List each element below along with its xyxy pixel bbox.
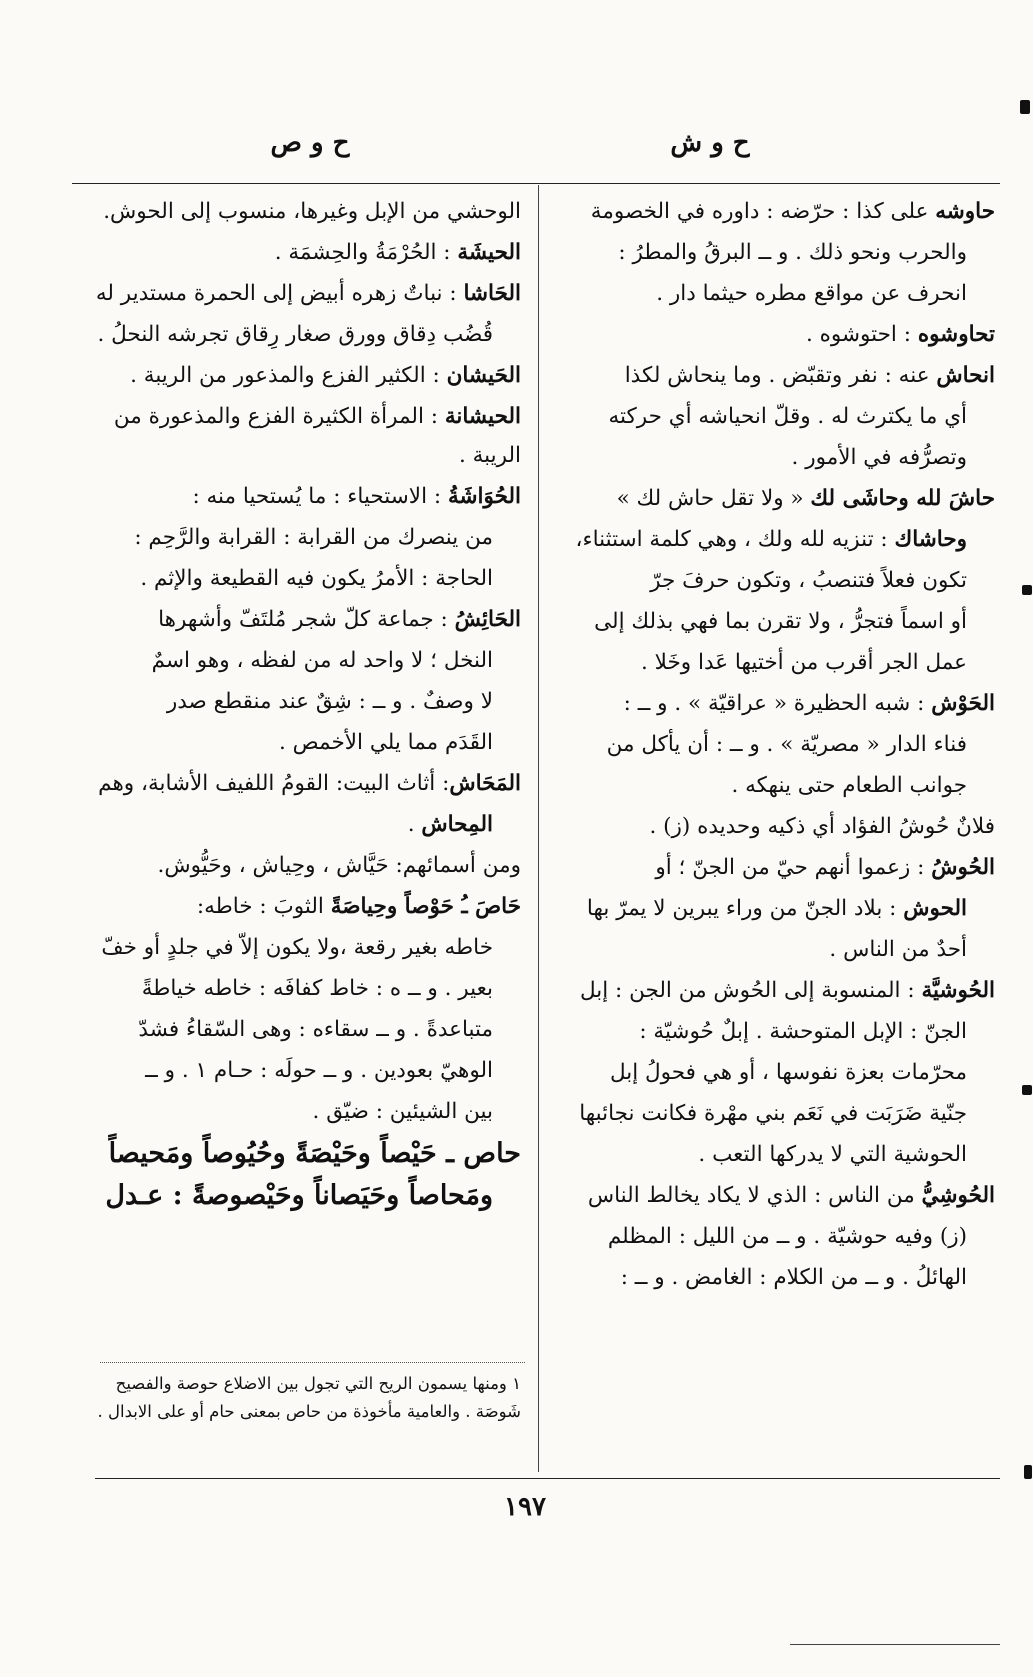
definition-text: الثوبَ : خاطه: (196, 894, 331, 919)
margin-mark (1022, 585, 1032, 595)
definition-text: من الناس : الذي لا يكاد يخالط الناس (587, 1183, 922, 1208)
headword: حَاصَ ـُ حَوْصاً وحِياصَةً (330, 894, 521, 919)
definition-text: الوهيّ بعودين . و ــ حولَه : حـام ١ . و ــ (145, 1058, 493, 1083)
entry-line (555, 766, 995, 805)
entry-line (85, 1092, 521, 1131)
definition-text: : شبه الحظيرة « عراقيّة » . و ــ : (623, 691, 932, 716)
entry-line (85, 682, 521, 721)
left-column-root-header: ح و ص (270, 128, 350, 158)
entry-line (85, 764, 521, 803)
right-column-root-header: ح و ش (670, 128, 750, 158)
definition-text: : جماعة كلّ شجر مُلتَفّ وأشهرها (158, 607, 455, 632)
definition-text: من ينصرك من القرابة : القرابة والرَّحِم : (134, 525, 493, 550)
entry-line (555, 602, 995, 641)
entry-line (555, 233, 995, 272)
footnote: ١ ومنها يسمون الريح التي تجول بين الاضلاع حوصة والفصيح شَوصَة . والعامية مأخوذة من حاص بمعنى حام أو على الابدال . (97, 1374, 521, 1421)
margin-mark (1022, 1085, 1032, 1095)
definition-text: أو اسماً فتجرُّ ، ولا تقرن بما فهي بذلك إلى (594, 609, 967, 634)
entry-line (555, 192, 995, 231)
footer-rule (790, 1644, 1000, 1645)
entry-line (85, 805, 521, 844)
header-rule (72, 183, 1000, 184)
headword: تحاوشوه (917, 322, 995, 347)
headword: الحوش (903, 896, 967, 921)
definition-text: : زعموا أنهم حيّ من الجنّ ؛ أو (655, 855, 932, 880)
definition-text: : الكثير الفزع والمذعور من الريبة . (130, 363, 447, 388)
left-column (85, 192, 521, 1217)
headword: وحاشاك (894, 527, 967, 552)
entry-line (85, 600, 521, 639)
definition-text: لا وصفٌ . و ــ : شِقٌ عند منقطع صدر (166, 689, 493, 714)
entry-line (555, 561, 995, 600)
entry-line (555, 438, 995, 477)
definition-text: قُضُب دِقاق وورق صغار رِقاق تجرشه النحلُ . (97, 322, 493, 347)
definition-text: : المرأة الكثيرة الفزع والمذعورة من الريبة . (113, 404, 521, 468)
definition-text: الجنّ : الإبل المتوحشة . إبلٌ حُوشيّة : (639, 1019, 967, 1044)
definition-text: انحرف عن مواقع مطره حيثما دار . (656, 281, 967, 306)
definition-text: أي ما يكترث له . وقلّ انحياشه أي حركته (608, 404, 967, 429)
entry-line (85, 969, 521, 1008)
entry-line (555, 971, 995, 1010)
right-column (555, 192, 995, 1299)
headword: الحَيشان (446, 363, 521, 388)
definition-text: (ز) وفيه حوشيّة . و ــ من الليل : المظلم (607, 1224, 967, 1249)
headword: انحاش (936, 363, 995, 388)
entry-line (85, 356, 521, 395)
page-number: ١٩٧ (504, 1492, 546, 1522)
left-column-entries (85, 192, 521, 1131)
entry-line (555, 643, 995, 682)
entry-line (85, 1010, 521, 1049)
definition-text: . (407, 812, 422, 837)
footnote-rule (100, 1362, 525, 1363)
entry-line (555, 397, 995, 436)
entry-line (85, 477, 521, 516)
definition-text: : نباتٌ زهره أبيض إلى الحمرة مستدير له (95, 281, 464, 306)
definition-text: تكون فعلاً فتنصبُ ، وتكون حرفَ جرّ (650, 568, 967, 593)
entry-line (555, 1176, 995, 1215)
entry-line (555, 1094, 995, 1133)
entry-line (85, 397, 521, 475)
definition-text: الحاجة : الأمرُ يكون فيه القطيعة والإثم . (140, 566, 493, 591)
headword: الحُوشِيُّ (921, 1183, 995, 1208)
entry-line (555, 1217, 995, 1256)
entry-line (85, 192, 521, 231)
entry-line (85, 274, 521, 313)
headword: حاشَ لله وحاشَى لك (810, 486, 995, 511)
entry-line (555, 807, 995, 846)
definition-text: والحرب ونحو ذلك . و ــ البرقُ والمطرُ : (618, 240, 967, 265)
entry-line (85, 315, 521, 354)
entry-line (555, 1135, 995, 1174)
column-divider (538, 185, 539, 1472)
definition-text: جوانب الطعام حتى ينهكه . (731, 773, 967, 798)
haas-entry-line-2: ومَحاصاً وحَيَصاناً وحَيْصوصةً : عـدل (105, 1180, 493, 1211)
headword: المِحاش (421, 812, 493, 837)
headword: الحيشانة (444, 404, 521, 429)
entry-line (85, 641, 521, 680)
headword: حاوشه (935, 199, 995, 224)
entry-line (85, 846, 521, 885)
entry-line (555, 1053, 995, 1092)
entry-line (85, 559, 521, 598)
haas-entry-line-1: حاص ـ حَيْصاً وحَيْصَةً وحُيُوصاً ومَحيصاً (108, 1138, 521, 1169)
entry-line (555, 725, 995, 764)
definition-text: : الاستحياء : ما يُستحيا منه : (192, 484, 448, 509)
margin-mark (1020, 100, 1030, 114)
definition-text: فناء الدار « مصريّة » . و ــ : أن يأكل من (606, 732, 967, 757)
entry-line (85, 723, 521, 762)
definition-text: : تنزيه لله ولك ، وهي كلمة استثناء، (575, 527, 895, 552)
bottom-rule (95, 1478, 1000, 1479)
entry-line (85, 928, 521, 967)
definition-text: محرّمات بعزة نفوسها ، أو هي فحولُ إبل (609, 1060, 967, 1085)
definition-text: عمل الجر أقرب من أختيها عَدا وخَلا . (640, 650, 967, 675)
entry-line (85, 518, 521, 557)
definition-text: : المنسوبة إلى الحُوش من الجن : إبل (579, 978, 922, 1003)
entry-line (555, 930, 995, 969)
definition-text: الحوشية التي لا يدركها التعب . (698, 1142, 967, 1167)
definition-text: وتصرُّفه في الأمور . (791, 445, 967, 470)
definition-text: : الحُرْمَةُ والحِشمَة . (274, 240, 458, 265)
definition-text: أحدٌ من الناس . (829, 937, 967, 962)
headword: الحُوشُ (931, 855, 995, 880)
definition-text: : احتوشوه . (805, 322, 918, 347)
entry-line (555, 315, 995, 354)
entry-line (555, 889, 995, 928)
entry-line (85, 887, 521, 926)
definition-text: النخل ؛ لا واحد له من لفظه ، وهو اسمٌ (151, 648, 493, 673)
definition-text: « ولا تقل حاش لك » (616, 486, 811, 511)
entry-line (555, 1258, 995, 1297)
definition-text: عنه : نفر وتقبّض . وما ينحاش لكذا (624, 363, 937, 388)
entry-line (555, 848, 995, 887)
headword: الحَاشا (463, 281, 521, 306)
definition-text: الوحشي من الإبل وغيرها، منسوب إلى الحوش. (103, 199, 521, 224)
entry-line (555, 520, 995, 559)
definition-text: : أثاث البيت: القومُ اللفيف الأشابة، وهم (98, 771, 450, 796)
definition-text: فلانٌ حُوشُ الفؤاد أي ذكيه وحديده (ز) . (649, 814, 995, 839)
entry-line (555, 274, 995, 313)
definition-text: متباعدةً . و ــ سقاءه : وهى السّقاءُ فشدّ (138, 1017, 493, 1042)
entry-line (85, 233, 521, 272)
entry-line (555, 684, 995, 723)
headword: الحَائِشُ (454, 607, 521, 632)
definition-text: جنّية ضَرَبَت في نَعَم بني مهْرة فكانت نجائبها (579, 1101, 967, 1126)
definition-text: ومن أسمائهم: حَيَّاش ، وحِياش ، وحَيُّوش. (157, 853, 521, 878)
entry-line (85, 1051, 521, 1090)
definition-text: الهائلُ . و ــ من الكلام : الغامض . و ــ : (620, 1265, 967, 1290)
definition-text: على كذا : حرّضه : داوره في الخصومة (590, 199, 936, 224)
headword: المَحَاش (449, 771, 521, 796)
definition-text: القَدَم مما يلي الأخمص . (279, 730, 493, 755)
entry-line (555, 356, 995, 395)
definition-text: : بلاد الجنّ من وراء يبرين لا يمرّ بها (586, 896, 904, 921)
entry-line (555, 1012, 995, 1051)
headword: الحَوْش (931, 691, 995, 716)
headword: الحُوشيَّة (921, 978, 995, 1003)
entry-line (555, 479, 995, 518)
headword: الحيشَة (457, 240, 521, 265)
margin-mark (1024, 1465, 1032, 1479)
headword: الحُوَاشَةُ (447, 484, 521, 509)
definition-text: بين الشيئين : ضيّق . (312, 1099, 493, 1124)
definition-text: بعير . و ــ ه : خاط كفافَه : خاطه خياطةً (141, 976, 493, 1001)
definition-text: خاطه بغير رقعة ،ولا يكون إلاّ في جلدٍ أو خفّ (101, 935, 493, 960)
